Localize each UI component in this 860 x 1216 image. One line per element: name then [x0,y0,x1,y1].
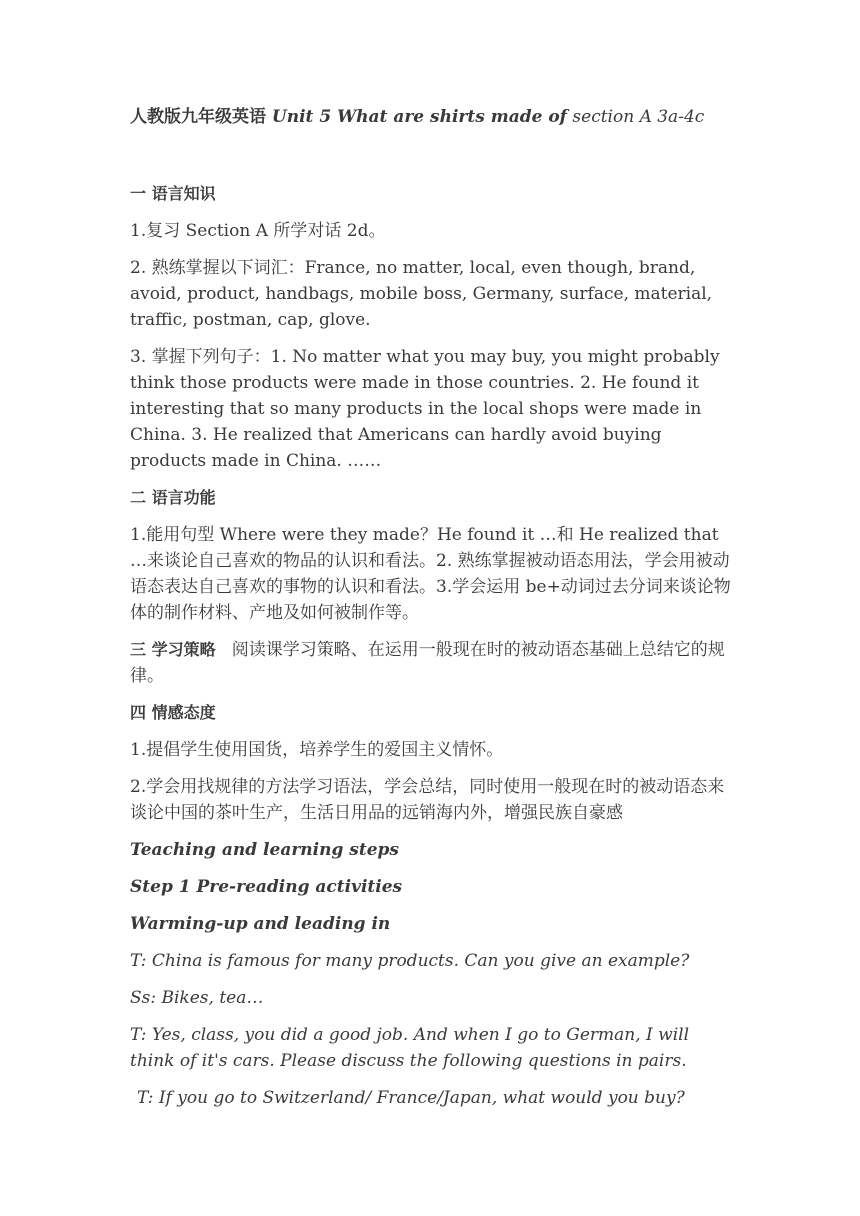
heading-emotion-attitude: 四 情感态度 [130,703,216,722]
paragraph: 2.学会用找规律的方法学习语法，学会总结，同时使用一般现在时的被动语态来谈论中国的茶叶生产，生活日用品的远销海内外，增强民族自豪感 [130,777,725,823]
paragraph: 1.提倡学生使用国货，培养学生的爱国主义情怀。 [130,740,504,760]
title-chinese: 人教版九年级英语 [130,107,266,127]
title-unit: Unit 5 What are shirts made of [266,107,567,127]
dialogue-line: T: China is famous for many products. Can you give an example? [130,951,690,971]
document-body [130,104,732,1111]
dialogue-line: Ss: Bikes, tea… [130,988,264,1008]
paragraph: 1.复习 Section A 所学对话 2d。 [130,221,386,241]
paragraph: 2. 熟练掌握以下词汇：France, no matter, local, even though, brand, avoid, product, handbags, mobile boss, Germany, surface, material, traffic, postman, cap, glove. [130,258,713,330]
dialogue-line: T: Yes, class, you did a good job. And when I go to German, I will think of it's cars. Please discuss the following questions in pairs. [130,1025,690,1071]
heading-teaching-steps: Teaching and learning steps [130,840,399,860]
paragraph: 1.能用句型 Where were they made？He found it …和 He realized that …来谈论自己喜欢的物品的认识和看法。2. 熟练掌握被动语态用法，学会用被动语态表达自己喜欢的事物的认识和看法。3.学会运用 be+动词过去分词来谈论物体的制作材料、产地及如何被制作等。 [130,525,731,623]
heading-warming-up: Warming-up and leading in [130,914,391,934]
heading-language-knowledge: 一 语言知识 [130,184,216,203]
learning-strategy-text: 阅读课学习策略、在运用一般现在时的被动语态基础上总结它的规律。 [130,640,725,686]
dialogue-line: T: If you go to Switzerland/ France/Japan, what would you buy? [137,1088,685,1108]
title-section: section A 3a-4c [567,107,705,127]
heading-learning-strategy: 三 学习策略 [130,640,216,659]
learning-strategy-paragraph [130,637,732,689]
heading-language-function: 二 语言功能 [130,488,216,507]
heading-step-1: Step 1 Pre-reading activities [130,877,403,897]
document-title [130,104,732,130]
paragraph: 3. 掌握下列句子：1. No matter what you may buy, you might probably think those products were made in those countries. 2. He found it interesting that so many products in the local shops were made in China. 3. He realized that Americans can hardly avoid buying products made in China. …… [130,347,720,471]
